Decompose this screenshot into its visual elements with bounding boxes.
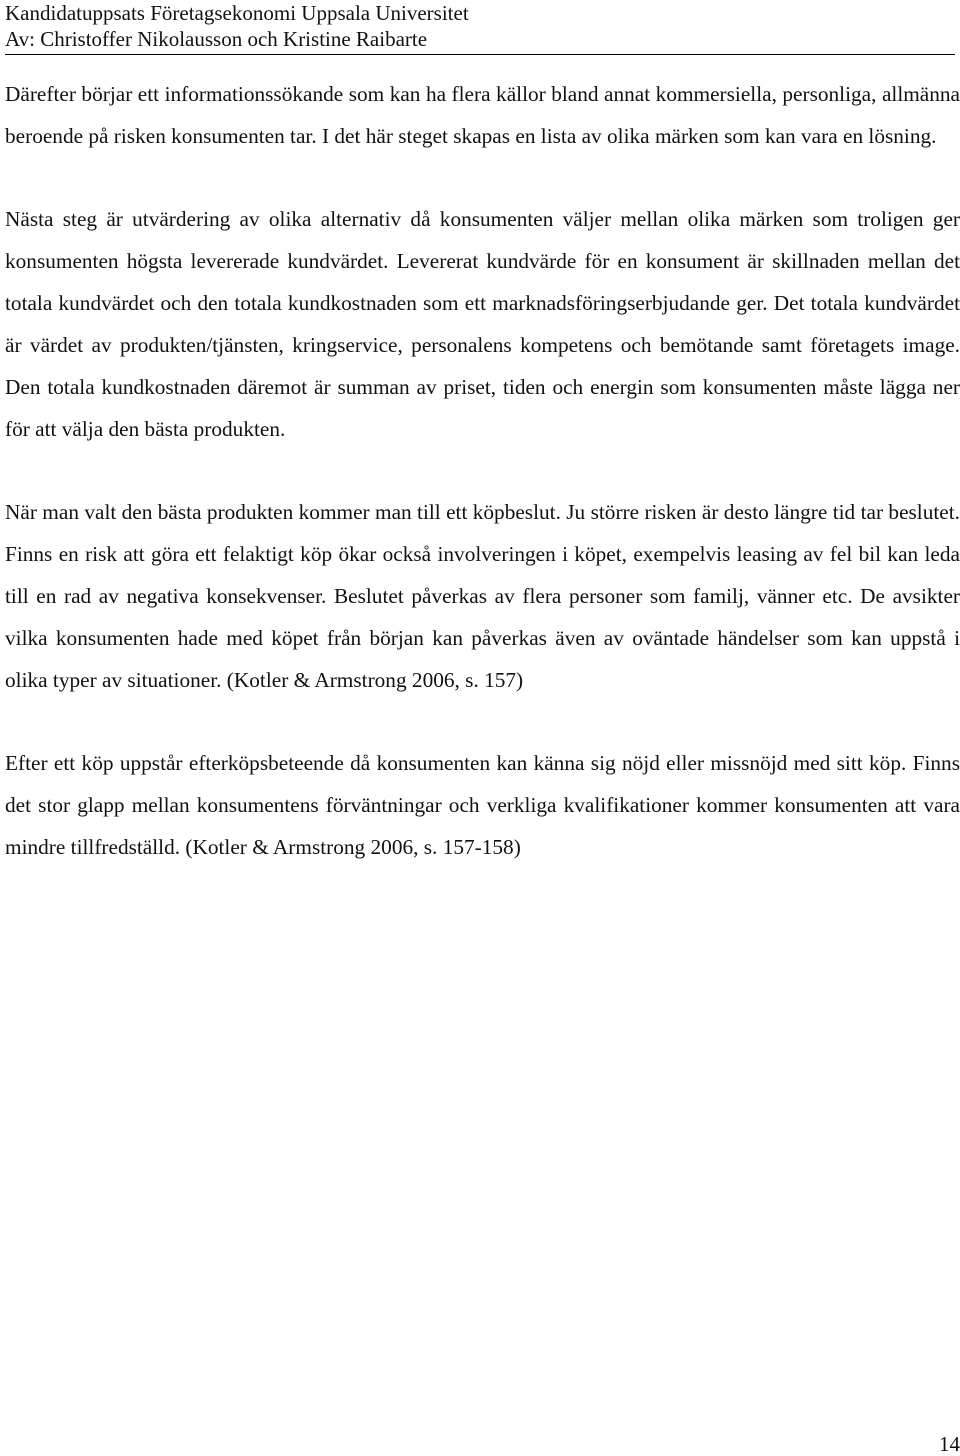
page-number: 14 bbox=[939, 1432, 960, 1456]
page-header bbox=[5, 0, 955, 55]
header-title: Kandidatuppsats Företagsekonomi Uppsala Universitet bbox=[5, 1, 469, 25]
paragraph-information-search: Därefter börjar ett informationssökande som kan ha flera källor bland annat kommersiella, personliga, allmänna beroende på risken konsumenten tar. I det här steget skapas en lista av olika märken som kan vara en lösning. bbox=[5, 82, 960, 148]
paragraph-evaluation: Nästa steg är utvärdering av olika alternativ då konsumenten väljer mellan olika märken som troligen ger konsumenten högsta levererade kundvärdet. Levererat kundvärde för en konsument är skillnaden mellan det totala kundvärdet och den totala kundkostnaden som ett marknadsföringserbjudande ger. Det totala kundvärdet är värdet av produkten/tjänsten, kringservice, personalens kompetens och bemötande samt företagets image. Den totala kundkostnaden däremot är summan av priset, tiden och energin som konsumenten måste lägga ner för att välja den bästa produkten. bbox=[5, 207, 960, 441]
paragraph-post-purchase: Efter ett köp uppstår efterköpsbeteende då konsumenten kan känna sig nöjd eller missnöjd med sitt köp. Finns det stor glapp mellan konsumentens förväntningar och verkliga kvalifikationer kommer konsumenten att vara mindre tillfredställd. (Kotler & Armstrong 2006, s. 157-158) bbox=[5, 751, 960, 859]
header-authors: Av: Christoffer Nikolausson och Kristine Raibarte bbox=[5, 27, 428, 51]
paragraph-purchase-decision: När man valt den bästa produkten kommer man till ett köpbeslut. Ju större risken är desto längre tid tar beslutet. Finns en risk att göra ett felaktigt köp ökar också involveringen i köpet, exempelvis leasing av fel bil kan leda till en rad av negativa konsekvenser. Beslutet påverkas av flera personer som familj, vänner etc. De avsikter vilka konsumenten hade med köpet från början kan påverkas även av oväntade händelser som kan uppstå i olika typer av situationer. (Kotler & Armstrong 2006, s. 157) bbox=[5, 500, 960, 692]
document-body bbox=[5, 73, 960, 868]
